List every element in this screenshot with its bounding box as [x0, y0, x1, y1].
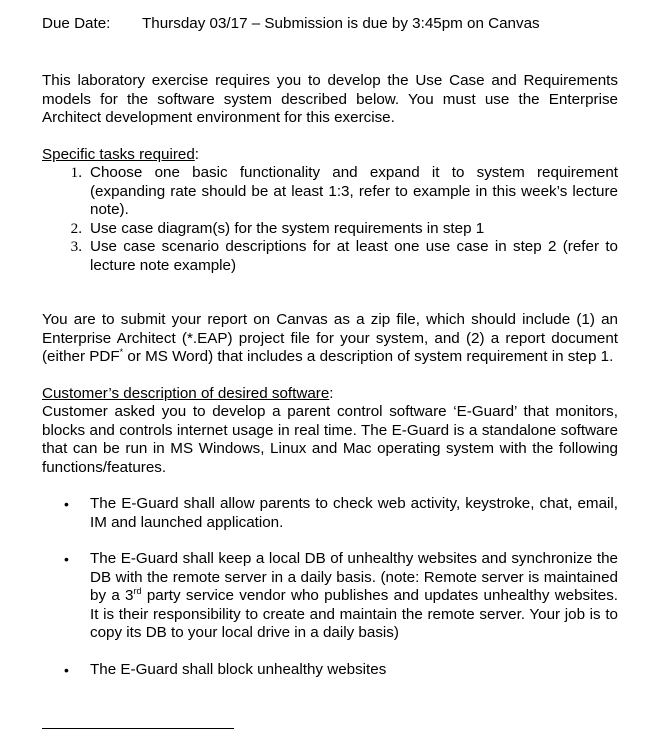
customer-heading-text: Customer’s description of desired software [42, 384, 330, 402]
submission-paragraph [42, 311, 618, 367]
task-text: Use case scenario descriptions for at least one use case in step 2 (refer to lecture note example) [90, 238, 618, 274]
task-text: Choose one basic functionality and expand it to system requirement (expanding rate should be at least 1:3, refer to example in this week’s lecture note). [90, 164, 618, 218]
customer-heading-colon: : [329, 384, 334, 402]
list-spacer [42, 532, 618, 550]
tasks-heading-colon: : [194, 145, 200, 163]
features-list [42, 495, 618, 679]
customer-heading [42, 385, 618, 404]
list-spacer [42, 643, 618, 661]
due-date-value: Thursday 03/17 – Submission is due by 3:45pm on Canvas [142, 15, 540, 32]
submission-text-before: You are to submit your report on Canvas as a zip file, which should include (1) an Enterprise Architect (*.EAP) project file for your system, and (2) a report document (either PDF [42, 311, 618, 365]
task-item [42, 238, 618, 275]
footnote-separator [42, 728, 234, 729]
task-number: 1. [70, 164, 82, 181]
document-page [42, 15, 618, 679]
ordinal-suffix: rd [133, 585, 142, 596]
feature-text-before: The E-Guard shall keep a local DB of unhealthy websites and synchronize the DB with the remote server in a daily basis. (note: Remote server is maintained by a 3 [90, 550, 618, 604]
feature-text-after: party service vendor who publishes and updates unhealthy websites. It is their responsibility to create and maintain the remote server. Your job is to copy its DB to your local drive in a daily basis) [90, 587, 619, 641]
tasks-heading-text: Specific tasks required [42, 145, 195, 163]
due-date-line [42, 15, 618, 37]
intro-paragraph: This laboratory exercise requires you to develop the Use Case and Requirements models for the software system described below. You must use the Enterprise Architect development environment for this exercise. [42, 72, 618, 126]
bullet-icon: • [64, 496, 69, 512]
feature-item [42, 550, 618, 643]
tasks-heading [42, 146, 618, 165]
feature-item [42, 495, 618, 532]
feature-text: The E-Guard shall block unhealthy websites [90, 660, 387, 678]
bullet-icon: • [64, 551, 69, 567]
tasks-list [42, 164, 618, 275]
submission-text-after: or MS Word) that includes a description of system requirement in step 1. [123, 348, 614, 365]
task-text: Use case diagram(s) for the system requirements in step 1 [90, 219, 485, 237]
task-number: 2. [70, 219, 82, 237]
footnote-marker: * [119, 346, 124, 357]
task-item [42, 220, 618, 239]
bullet-icon: • [64, 661, 69, 678]
task-item [42, 164, 618, 220]
customer-description: Customer asked you to develop a parent control software ‘E-Guard’ that monitors, blocks and controls internet usage in real time. The E-Guard is a standalone software that can be run in MS Windows, Linux and Mac operating system with the following functions/features. [42, 403, 618, 476]
feature-text: The E-Guard shall allow parents to check web activity, keystroke, chat, email, IM and launched application. [90, 495, 618, 531]
due-date-label: Due Date: [42, 15, 111, 32]
task-number: 3. [70, 238, 82, 255]
feature-item [42, 661, 618, 680]
feature-text [90, 550, 618, 643]
